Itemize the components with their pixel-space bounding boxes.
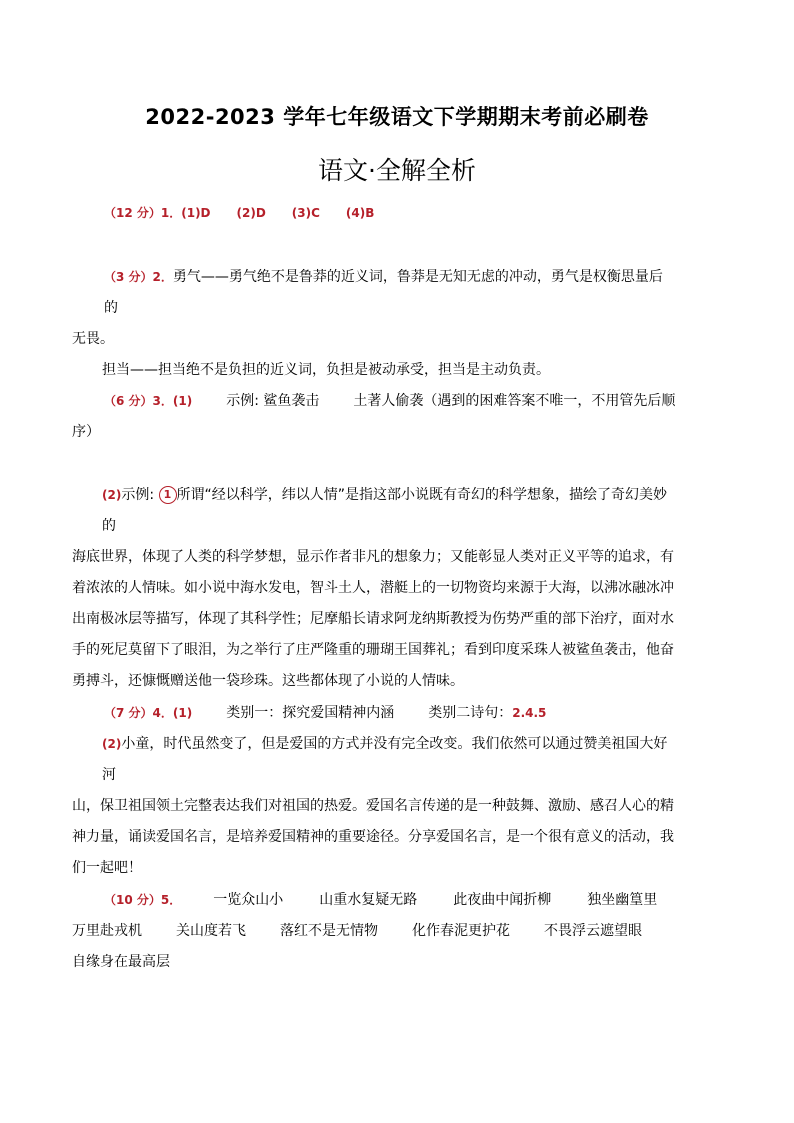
q2-courage-text: 勇气——勇气绝不是鲁莽的近义词，鲁莽是无知无虑的冲动，勇气是权衡思量后的 [104,269,663,316]
q5-score: （10 分）5． [104,893,182,907]
q5-line-10: 自缘身在最高层 [72,954,170,970]
q5-line-1: 一览众山小 [213,892,284,908]
question-2 [72,262,676,386]
question-3-part-2 [72,480,676,697]
q5-line-5: 万里赴戎机 [72,923,142,939]
circled-number: 1 [159,486,177,504]
q3-line-1 [72,386,676,417]
q4-part2-text-2: 神力量，诵读爱国名言，是培养爱国精神的重要途径。分享爱国名言，是一个很有意义的活动，我 [72,829,674,845]
q5-line-7: 落红不是无情物 [280,923,378,939]
q4-part2-line-1 [72,729,676,791]
q2-line-2: 担当——担当绝不是负担的近义词，负担是被动承受，担当是主动负责。 [102,362,550,378]
q3-example-1: 示例: 鲨鱼袭击 [226,393,320,409]
q5-row-2 [72,916,676,947]
q5-line-8: 化作春泥更护花 [412,923,510,939]
q3-part2-text-1: 海底世界，体现了人类的科学梦想，显示作者非凡的想象力；又能彰显人类对正义平等的追求，有 [72,549,674,565]
page-title: 2022-2023 学年七年级语文下学期期末考前必刷卷 [145,105,649,129]
q5-line-3: 此夜曲中闻折柳 [453,892,552,908]
q3-part2-text-5: 勇搏斗，还慷慨赠送他一袋珍珠。这些都体现了小说的人情味。 [72,673,464,689]
q3-part2-text-3: 出南极冰层等描写，体现了其科学性；尼摩船长请求阿龙纳斯教授为伤势严重的部下治疗，面对水 [72,611,674,627]
q1-answer-1: (1)D [181,206,211,220]
q5-line-6: 关山度若飞 [176,923,246,939]
q4-category-1: 类别一：探究爱国精神内涵 [226,705,395,721]
q4-part2-text-3: 们一起吧！ [72,860,142,876]
q2-score: （3 分）2． [104,270,173,284]
q1-answer-4: (4)B [345,206,375,220]
question-4 [72,698,676,884]
q3-part2-prefix: 示例: [121,487,155,503]
q4-category-2: 类别二诗句： [428,705,513,721]
q4-line-1 [72,698,676,729]
q3-part1-label: (1) [172,394,193,408]
q3-line-1-cont: 序） [72,424,100,440]
q5-line-4: 独坐幽篁里 [587,892,658,908]
q4-part2-label: (2) [102,737,122,751]
q4-part2-text-1: 山，保卫祖国领土完整表达我们对祖国的热爱。爱国名言传递的是一种鼓舞、激励、感召人心的精 [72,798,674,814]
page-subtitle: 语文·全解全析 [318,156,476,185]
q4-score: （7 分）4． [104,706,173,720]
q5-row-3 [72,947,676,978]
q5-row-1 [72,885,676,916]
q5-line-9: 不畏浮云遮望眼 [544,923,642,939]
q3-part2-text-4: 手的死尼莫留下了眼泪，为之举行了庄严隆重的珊瑚王国葬礼；看到印度采珠人被鲨鱼袭击，他奋 [72,642,674,658]
q4-part1-label: (1) [172,706,193,720]
q4-part2-text-0: 小童，时代虽然变了，但是爱国的方式并没有完全改变。我们依然可以通过赞美祖国大好河 [102,736,668,783]
q3-score: （6 分）3． [104,394,173,408]
q2-line-1-cont: 无畏。 [72,331,114,347]
q1-answer-3: (3)C [291,206,320,220]
q3-example-2: 土著人偷袭（遇到的困难答案不唯一，不用管先后顺 [353,393,676,409]
q5-line-2: 山重水复疑无路 [319,892,418,908]
question-5 [72,885,676,978]
q1-answer-2: (2)D [236,206,266,220]
q4-category-2-answer: 2.4.5 [512,706,547,720]
q3-part2-text-2: 着浓浓的人情味。如小说中海水发电，智斗土人，潜艇上的一切物资均来源于大海，以沸冰融冰冲 [72,580,674,596]
question-3-part-1 [72,386,676,448]
q3-part2-text-0: 所谓“经以科学，纬以人情”是指这部小说既有奇幻的科学想象，描绘了奇幻美妙的 [102,487,668,534]
question-1 [104,198,708,229]
q3-part2-label: (2) [102,488,122,502]
q2-line-1 [72,262,676,324]
q1-score: （12 分）1． [104,206,182,220]
q3-part2-line-1 [72,480,676,542]
